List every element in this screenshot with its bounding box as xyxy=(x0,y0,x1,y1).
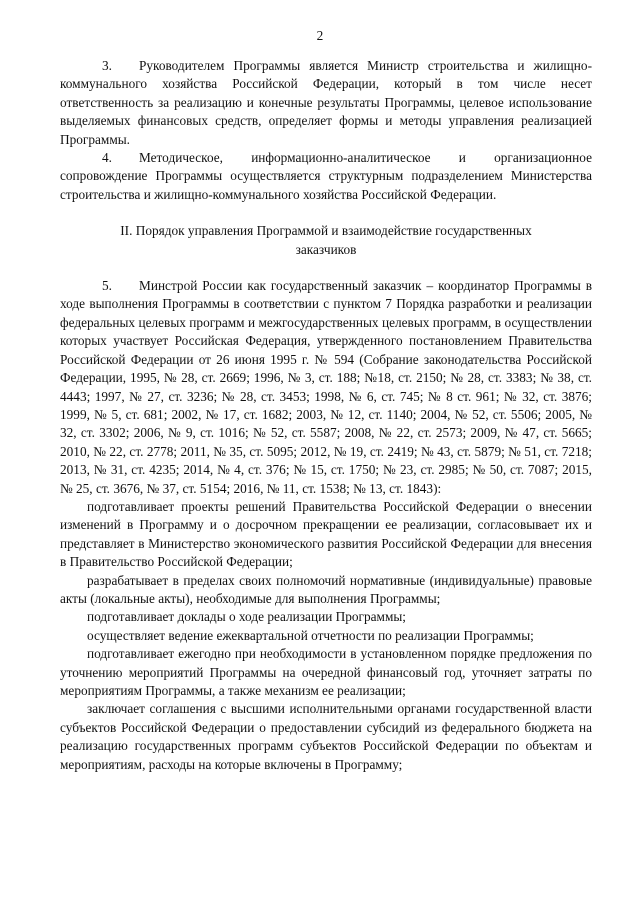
paragraph-text: Минстрой России как государственный заказчик – координатор Программы в ходе выполнения Программы в соответствии с пунктом 7 Порядка разработки и реализации федеральных целевых программ и межгосударственных целевых программ, в осуществлении которых участвует Российская Федерация, утвержденного постановлением Правительства Российской Федерации от 26 июня 1995 г. № 594 (Собрание законодательства Российской Федерации, 1995, № 28, ст. 2669; 1996, № 3, ст. 188; №18, ст. 2150; № 28, ст. 3383; № 38, ст. 4443; 1997, № 27, ст. 3236; № 28, ст. 3453; 1998, № 6, ст. 745; № 8 ст. 961; № 32, ст. 3876; 1999, № 5, ст. 681; 2002, № 17, ст. 1682; 2003, № 12, ст. 1140; 2004, № 52, ст. 5506; 2005, № 32, ст. 3302; 2006, № 9, ст. 1016; № 52, ст. 5587; 2008, № 22, ст. 2573; 2009, № 47, ст. 5665; 2010, № 22, ст. 2778; 2011, № 35, ст. 5095; 2012, № 19, ст. 2419; № 43, ст. 5879; № 51, ст. 7218; 2013, № 31, ст. 4235; 2014, № 4, ст. 376; № 15, ст. 1750; № 23, ст. 2985; № 50, ст. 7087; 2015, № 25, ст. 3676, № 37, ст. 5154; 2016, № 11, ст. 1538; № 13, ст. 1843): xyxy=(60,278,592,496)
duty-item: заключает соглашения с высшими исполнительными органами государственной власти субъектов Российской Федерации о предоставлении субсидий из федерального бюджета на реализацию государственных программ субъектов Российской Федерации по объектам и мероприятиям, расходы на которые включены в Программу; xyxy=(60,701,592,772)
paragraph-text: Руководителем Программы является Министр строительства и жилищно-коммунального хозяйства Российской Федерации, который в том числе несет ответственность за реализацию и конечные результаты Программы, целевое использование выделяемых финансовых средств, определяет формы и методы управления реализацией Программы. xyxy=(60,58,592,147)
document-body xyxy=(60,57,592,774)
duty-item: разрабатывает в пределах своих полномочий нормативные (индивидуальные) правовые акты (локальные акты), необходимые для выполнения Программы; xyxy=(60,572,592,606)
duty-item: подготавливает ежегодно при необходимости в установленном порядке предложения по уточнению мероприятий Программы на очередной финансовый год, уточняет затраты по мероприятиям Программы, а также механизм ее реализации; xyxy=(60,646,592,698)
paragraph-number: 4. xyxy=(102,150,112,166)
paragraph-number: 5. xyxy=(102,278,112,294)
duty-item: подготавливает доклады о ходе реализации Программы; xyxy=(87,609,406,625)
duty-item: подготавливает проекты решений Правительства Российской Федерации о внесении изменений в Программу и о досрочном прекращении ее реализации, согласовывает их и представляет в Министерство экономического развития Российской Федерации для внесения в Правительство Российской Федерации; xyxy=(60,498,592,570)
duty-item: осуществляет ведение ежеквартальной отчетности по реализации Программы; xyxy=(87,627,534,643)
section-heading: II. Порядок управления Программой и взаимодействие государственных заказчиков xyxy=(120,223,532,257)
paragraph-text: Методическое, информационно-аналитическое и организационное сопровождение Программы осуществляется структурным подразделением Министерства строительства и жилищно-коммунального хозяйства Российской Федерации. xyxy=(60,150,592,202)
paragraph-number: 3. xyxy=(102,58,112,73)
paragraph-5 xyxy=(60,277,592,498)
paragraph-3 xyxy=(60,57,592,149)
page-number: 2 xyxy=(316,28,324,43)
paragraph-4 xyxy=(60,149,592,204)
